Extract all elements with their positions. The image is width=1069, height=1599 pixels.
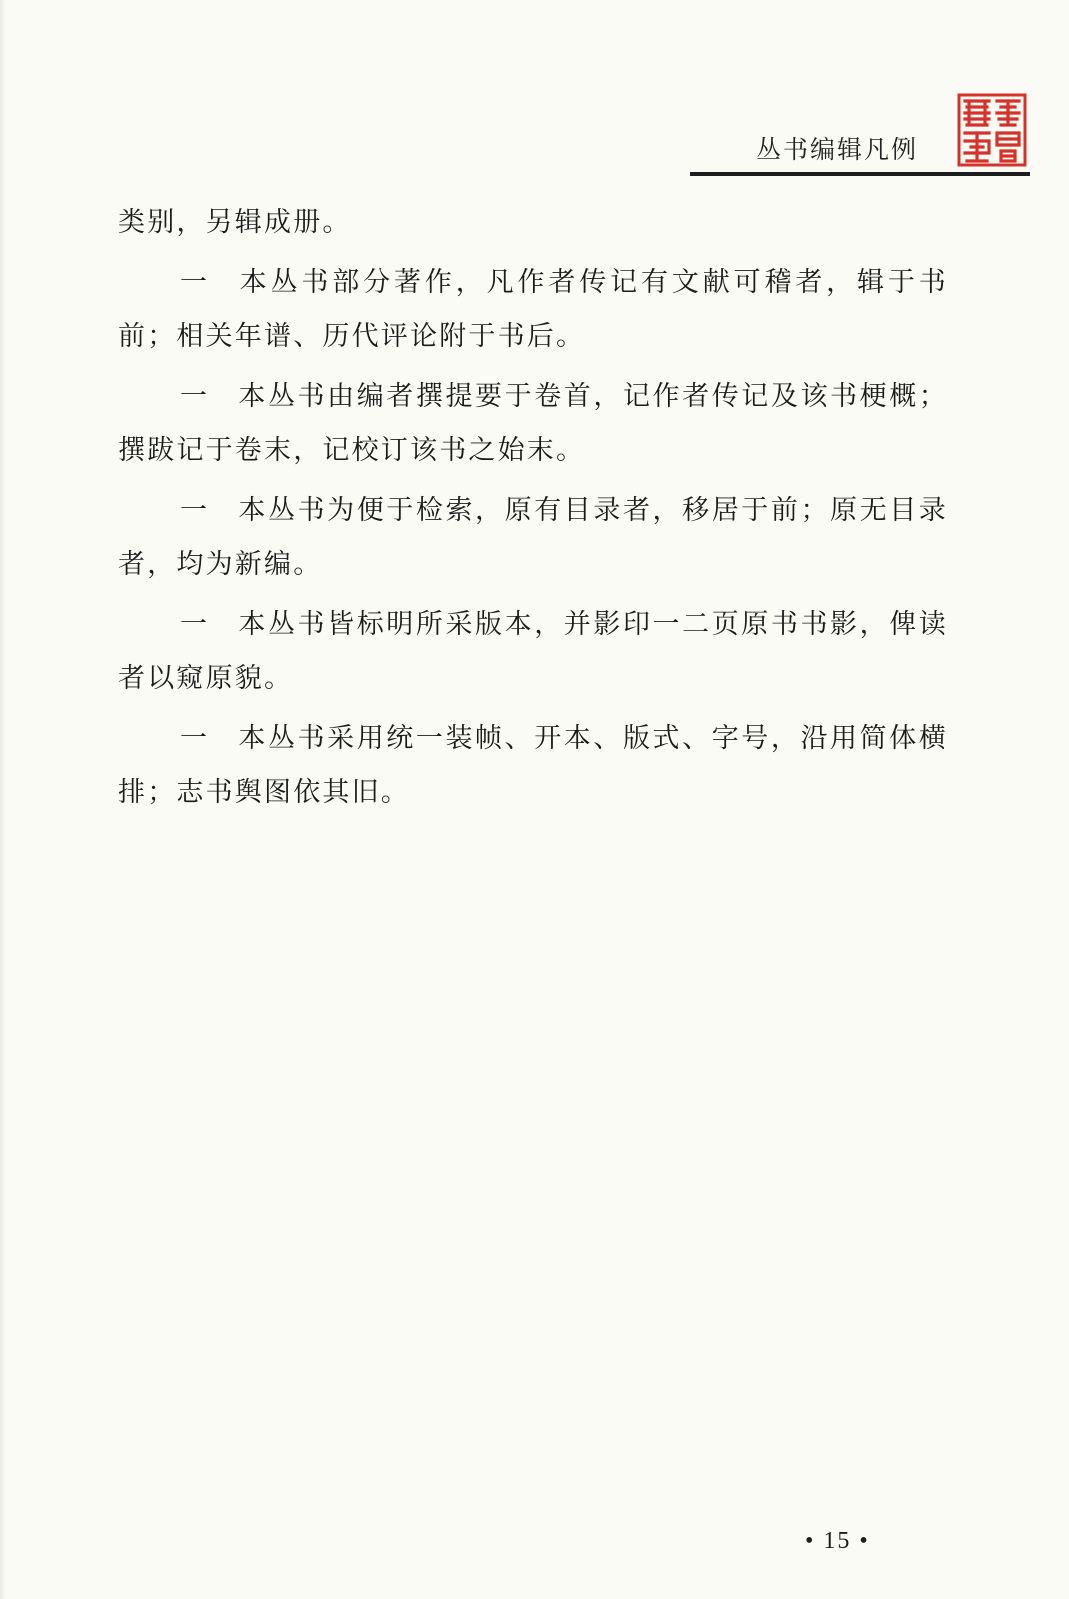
header-title: 丛书编辑凡例 — [755, 135, 918, 164]
paragraph-continuation — [118, 196, 948, 250]
list-item — [118, 484, 948, 592]
item-bullet: 一 — [180, 267, 210, 298]
red-seal-stamp — [957, 93, 1027, 167]
paragraph-text: 本丛书皆标明所采版本，并影印一二页原书书影，俾读者以窥原貌。 — [118, 609, 948, 694]
item-bullet: 一 — [180, 609, 210, 640]
page-number: • 15 • — [805, 1528, 870, 1554]
paragraph-text: 类别，另辑成册。 — [118, 207, 352, 238]
page-edge-shadow — [0, 0, 6, 1599]
list-item — [118, 370, 948, 478]
paragraph-text: 本丛书为便于检索，原有目录者，移居于前；原无目录者，均为新编。 — [118, 495, 948, 580]
body-text — [118, 196, 948, 826]
paragraph-text: 本丛书采用统一装帧、开本、版式、字号，沿用简体横排；志书舆图依其旧。 — [118, 723, 948, 808]
item-bullet: 一 — [180, 495, 210, 526]
header-rule — [690, 172, 1030, 176]
paragraph-text: 本丛书部分著作，凡作者传记有文献可稽者，辑于书前；相关年谱、历代评论附于书后。 — [118, 267, 948, 352]
list-item — [118, 712, 948, 820]
list-item — [118, 598, 948, 706]
list-item — [118, 256, 948, 364]
item-bullet: 一 — [180, 723, 210, 754]
item-bullet: 一 — [180, 381, 210, 412]
paragraph-text: 本丛书由编者撰提要于卷首，记作者传记及该书梗概；撰跋记于卷末，记校订该书之始末。 — [118, 381, 948, 466]
